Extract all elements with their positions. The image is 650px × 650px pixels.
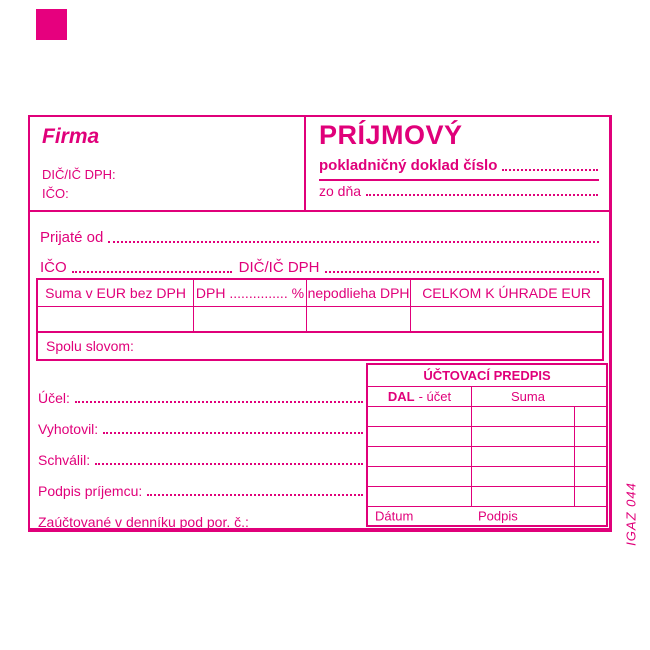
signature-fields [38,375,364,530]
column-header-sum-without-vat: Suma v EUR bez DPH [45,285,186,301]
amount-cell [193,306,306,331]
title-section [306,117,609,210]
accounting-box-title: ÚČTOVACÍ PREDPIS [368,365,606,387]
prepared-by-label: Vyhotovil: [38,421,99,437]
accounting-row [368,407,606,427]
predpis-cell [575,427,606,446]
dotted-leader [72,271,232,273]
field-approved-by [38,437,364,468]
document-subtitle: pokladničný doklad číslo [319,157,498,174]
predpis-cell [472,487,575,506]
column-header-not-subject-vat: nepodlieha DPH [306,280,410,306]
payer-ids-line [40,246,600,276]
dotted-leader [502,169,598,171]
field-recipient-signature [38,468,364,499]
amount-table-row [38,306,602,331]
date-label: zo dňa [319,183,362,199]
dotted-leader [366,194,598,196]
tax-id-label: DIČ/IČ DPH: [42,167,116,182]
amount-cell [410,306,602,331]
accounting-box-footer [368,507,606,525]
form-code: IGAZ 044 [623,482,639,546]
field-journal-entry [38,499,364,530]
accounting-row [368,447,606,467]
payer-tax-id-label: DIČ/IČ DPH [238,259,320,276]
predpis-cell [368,407,472,426]
accounting-prescription-box [366,363,608,527]
amount-cell [38,306,193,331]
payer-company-id-label: IČO [40,259,67,276]
form-header [30,117,609,212]
accounting-row [368,427,606,447]
debit-account-header [368,387,472,406]
total-in-words-row [38,331,602,359]
amount-label: Suma [511,389,545,404]
accounting-row [368,467,606,487]
receipt-form [28,115,612,532]
date-line [319,179,599,205]
predpis-cell [368,427,472,446]
accounting-box-header [368,387,606,407]
amount-table-header [38,280,602,306]
company-ids [42,165,292,203]
predpis-cell [575,407,606,426]
dotted-leader [95,463,363,465]
column-header-total: CELKOM K ÚHRADE EUR [410,280,602,306]
company-section [30,117,306,210]
amount-cell [306,306,410,331]
predpis-cell [472,467,575,486]
amount-table [36,278,604,361]
document-subtitle-line [319,151,599,179]
dotted-leader [103,432,363,434]
field-prepared-by [38,406,364,437]
company-id-label: IČO: [42,186,69,201]
predpis-cell [472,427,575,446]
dotted-leader [325,271,599,273]
debit-label: DAL [387,389,415,404]
predpis-cell [472,447,575,466]
predpis-cell [575,487,606,506]
accounting-row [368,487,606,507]
dotted-leader [75,401,363,403]
column-header-vat: DPH ............... % [193,280,306,306]
recipient-signature-label: Podpis príjemcu: [38,483,143,499]
predpis-cell [575,447,606,466]
payer-section [30,212,609,276]
received-from-label: Prijaté od [40,229,104,246]
date-footer-label: Dátum [375,508,414,524]
approved-by-label: Schválil: [38,452,91,468]
predpis-cell [472,407,575,426]
field-purpose [38,375,364,406]
predpis-cell [368,467,472,486]
predpis-cell [368,487,472,506]
corner-badge [36,9,67,40]
amount-header [472,387,606,406]
document-title: PRÍJMOVÝ [319,120,463,150]
debit-label-rest: - účet [418,389,452,404]
journal-entry-label: Zaúčtované v denníku pod por. č.: [38,514,249,530]
purpose-label: Účel: [38,390,70,406]
predpis-cell [575,467,606,486]
signature-footer-label: Podpis [478,508,518,524]
predpis-cell [368,447,472,466]
received-from-line [40,216,600,246]
dotted-leader [108,241,599,243]
company-name-label: Firma [42,125,100,148]
total-in-words-label: Spolu slovom: [46,338,134,354]
dotted-leader [147,494,363,496]
